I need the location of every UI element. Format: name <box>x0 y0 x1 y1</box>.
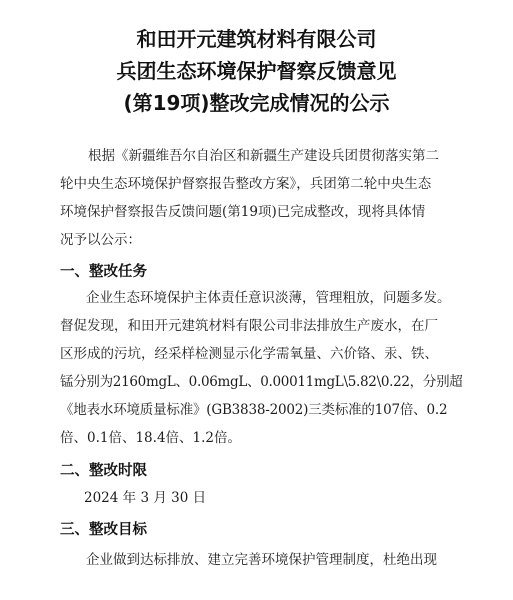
section-2-heading: 二、整改时限 <box>60 463 147 479</box>
section-1-line: 企业生态环境保护主体责任意识淡薄，管理粗放，问题多发。 <box>86 290 451 306</box>
deadline-date: 2024 年 3 月 30 日 <box>84 490 207 506</box>
document-title-line-1: 和田开元建筑材料有限公司 <box>136 27 377 51</box>
intro-paragraph <box>60 142 460 254</box>
section-3-heading: 三、整改目标 <box>60 522 147 538</box>
intro-line: 轮中央生态环境保护督察报告整改方案》，兵团第二轮中央生态 <box>60 176 432 192</box>
document-title-line-3: (第19项)整改完成情况的公示 <box>123 91 390 115</box>
section-3-line: 企业做到达标排放、建立完善环境保护管理制度，杜绝出现 <box>86 552 437 568</box>
section-3-paragraph <box>60 546 460 574</box>
document-title-line-2: 兵团生态环境保护督察反馈意见 <box>116 59 397 83</box>
intro-line: 况予以公示： <box>60 232 141 248</box>
intro-line: 根据《新疆维吾尔自治区和新疆生产建设兵团贯彻落实第二 <box>88 148 439 164</box>
section-1-paragraph <box>60 284 463 452</box>
section-1-line: 区形成的污坑，经采样检测显示化学需氧量、六价铬、汞、铁、 <box>60 346 438 362</box>
section-1-line: 《地表水环境质量标准》(GB3838-2002)三类标准的107倍、0.2 <box>60 402 448 418</box>
intro-line: 环境保护督察报告反馈问题(第19项)已完成整改，现将具体情 <box>60 204 426 220</box>
section-1-line: 锰分别为2160mgL、0.06mgL、0.00011mgL\5.82\0.22，分别超 <box>60 374 463 390</box>
section-1-line: 督促发现，和田开元建筑材料有限公司非法排放生产废水，在厂 <box>60 318 438 334</box>
section-1-line: 倍、0.1倍、18.4倍、1.2倍。 <box>60 430 241 446</box>
section-1-heading: 一、整改任务 <box>60 264 147 280</box>
